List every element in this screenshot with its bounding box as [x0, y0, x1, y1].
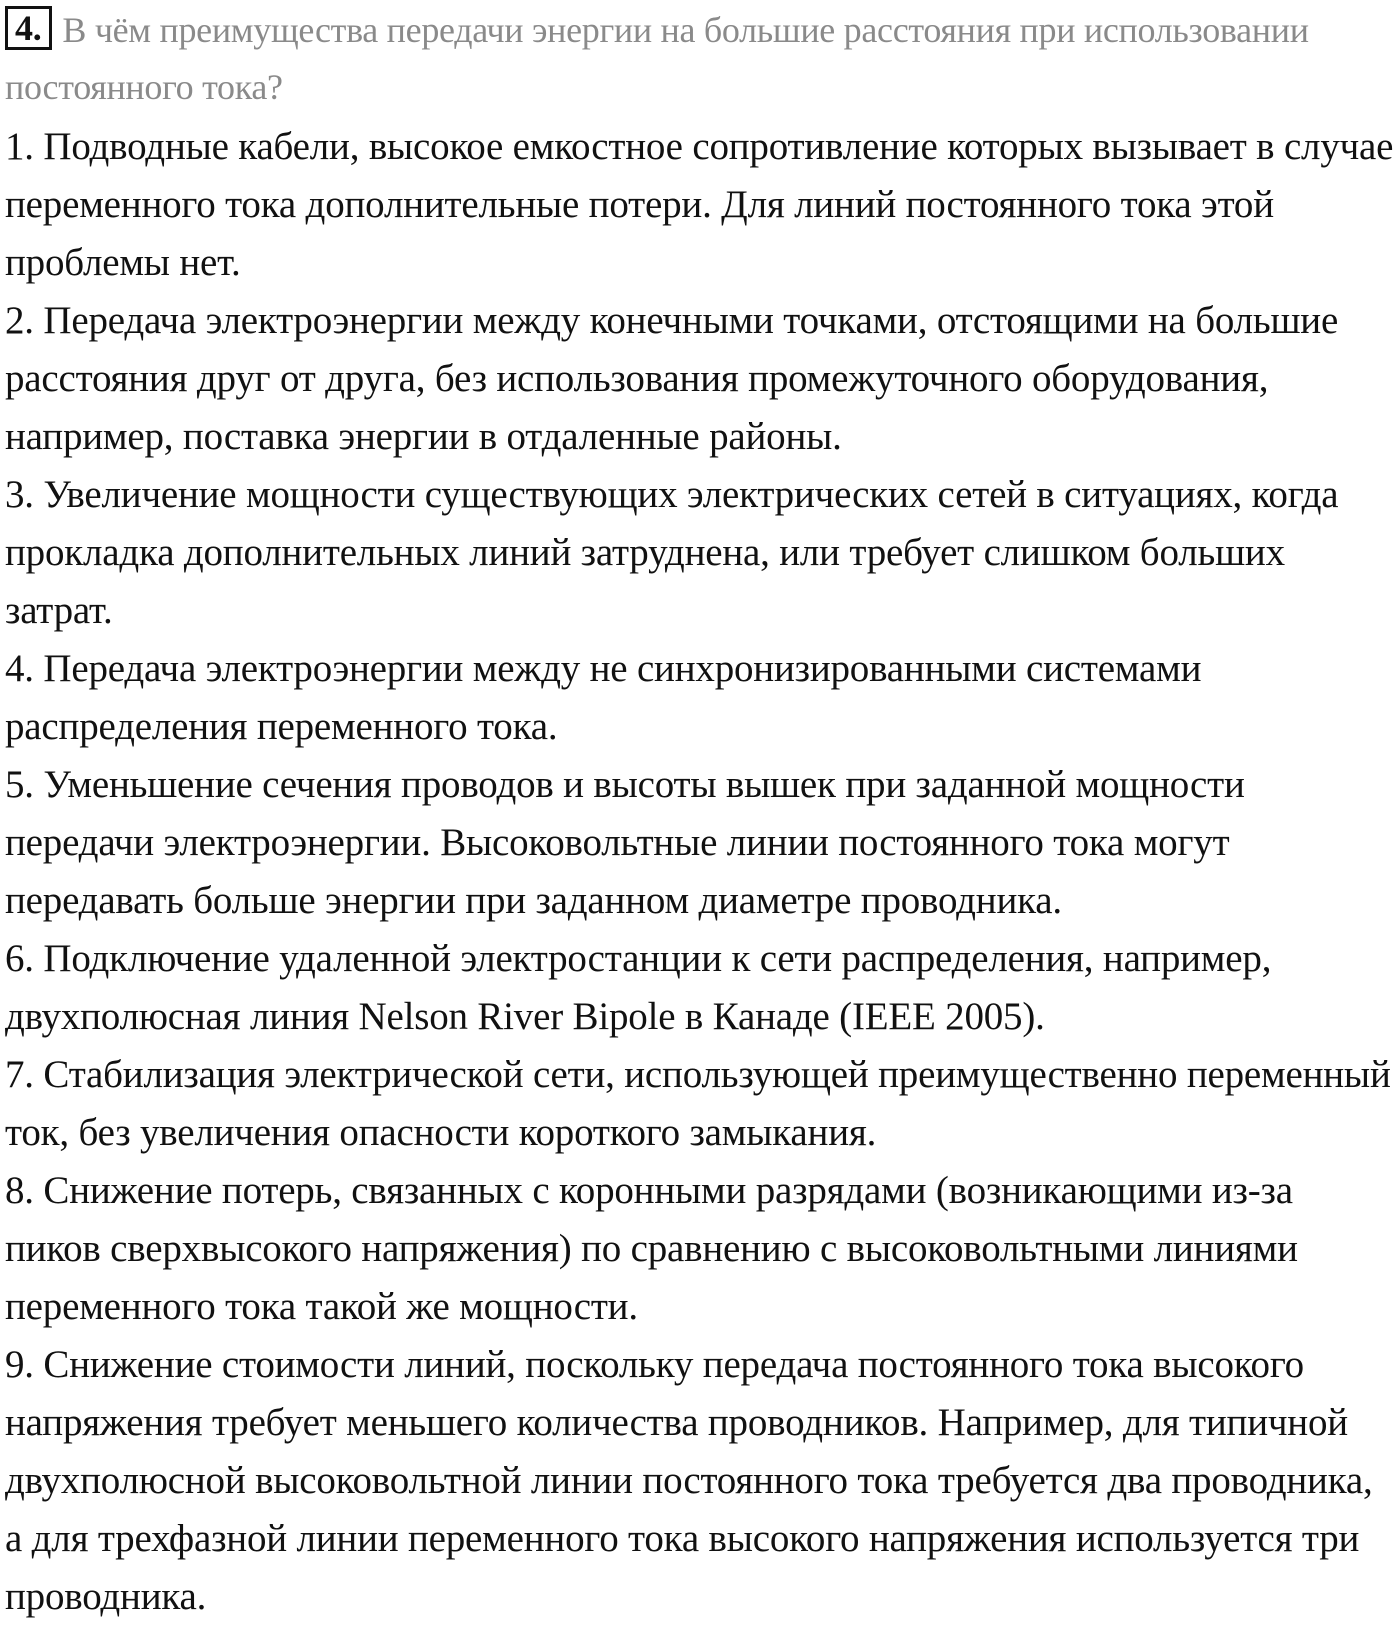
answer-item-5: 5. Уменьшение сечения проводов и высоты вышек при заданной мощности передачи электроэнергии. Высоковольтные линии постоянного тока могут передавать больше энергии при заданном диаметре проводника.: [5, 763, 1245, 922]
answer-item-4: 4. Передача электроэнергии между не синхронизированными системами распределения переменного тока.: [5, 647, 1202, 748]
answer-item-2: 2. Передача электроэнергии между конечными точками, отстоящими на большие расстояния друг от друга, без использования промежуточного оборудования, например, поставка энергии в отдаленные районы.: [5, 299, 1339, 458]
question: [5, 2, 1394, 116]
answer-item-1: 1. Подводные кабели, высокое емкостное сопротивление которых вызывает в случае переменного тока дополнительные потери. Для линий постоянного тока этой проблемы нет.: [5, 125, 1394, 284]
answer-list: [5, 118, 1394, 1626]
question-text: В чём преимущества передачи энергии на большие расстояния при использовании постоянного тока?: [5, 10, 1309, 107]
answer-item-9: 9. Снижение стоимости линий, поскольку передача постоянного тока высокого напряжения требует меньшего количества проводников. Например, для типичной двухполюсной высоковольтной линии постоянного тока требуется два проводника, а для трехфазной линии переменного тока высокого напряжения используется три проводника.: [5, 1343, 1373, 1618]
answer-item-3: 3. Увеличение мощности существующих электрических сетей в ситуациях, когда прокладка дополнительных линий затруднена, или требует слишком больших затрат.: [5, 473, 1339, 632]
answer-item-8: 8. Снижение потерь, связанных с коронными разрядами (возникающими из-за пиков сверхвысокого напряжения) по сравнению с высоковольтными линиями переменного тока такой же мощности.: [5, 1169, 1298, 1328]
answer-item-6: 6. Подключение удаленной электростанции к сети распределения, например, двухполюсная линия Nelson River Bipole в Канаде (IEEE 2005).: [5, 937, 1272, 1038]
question-number: 4.: [5, 6, 52, 50]
answer-item-7: 7. Стабилизация электрической сети, использующей преимущественно переменный ток, без увеличения опасности короткого замыкания.: [5, 1053, 1391, 1154]
